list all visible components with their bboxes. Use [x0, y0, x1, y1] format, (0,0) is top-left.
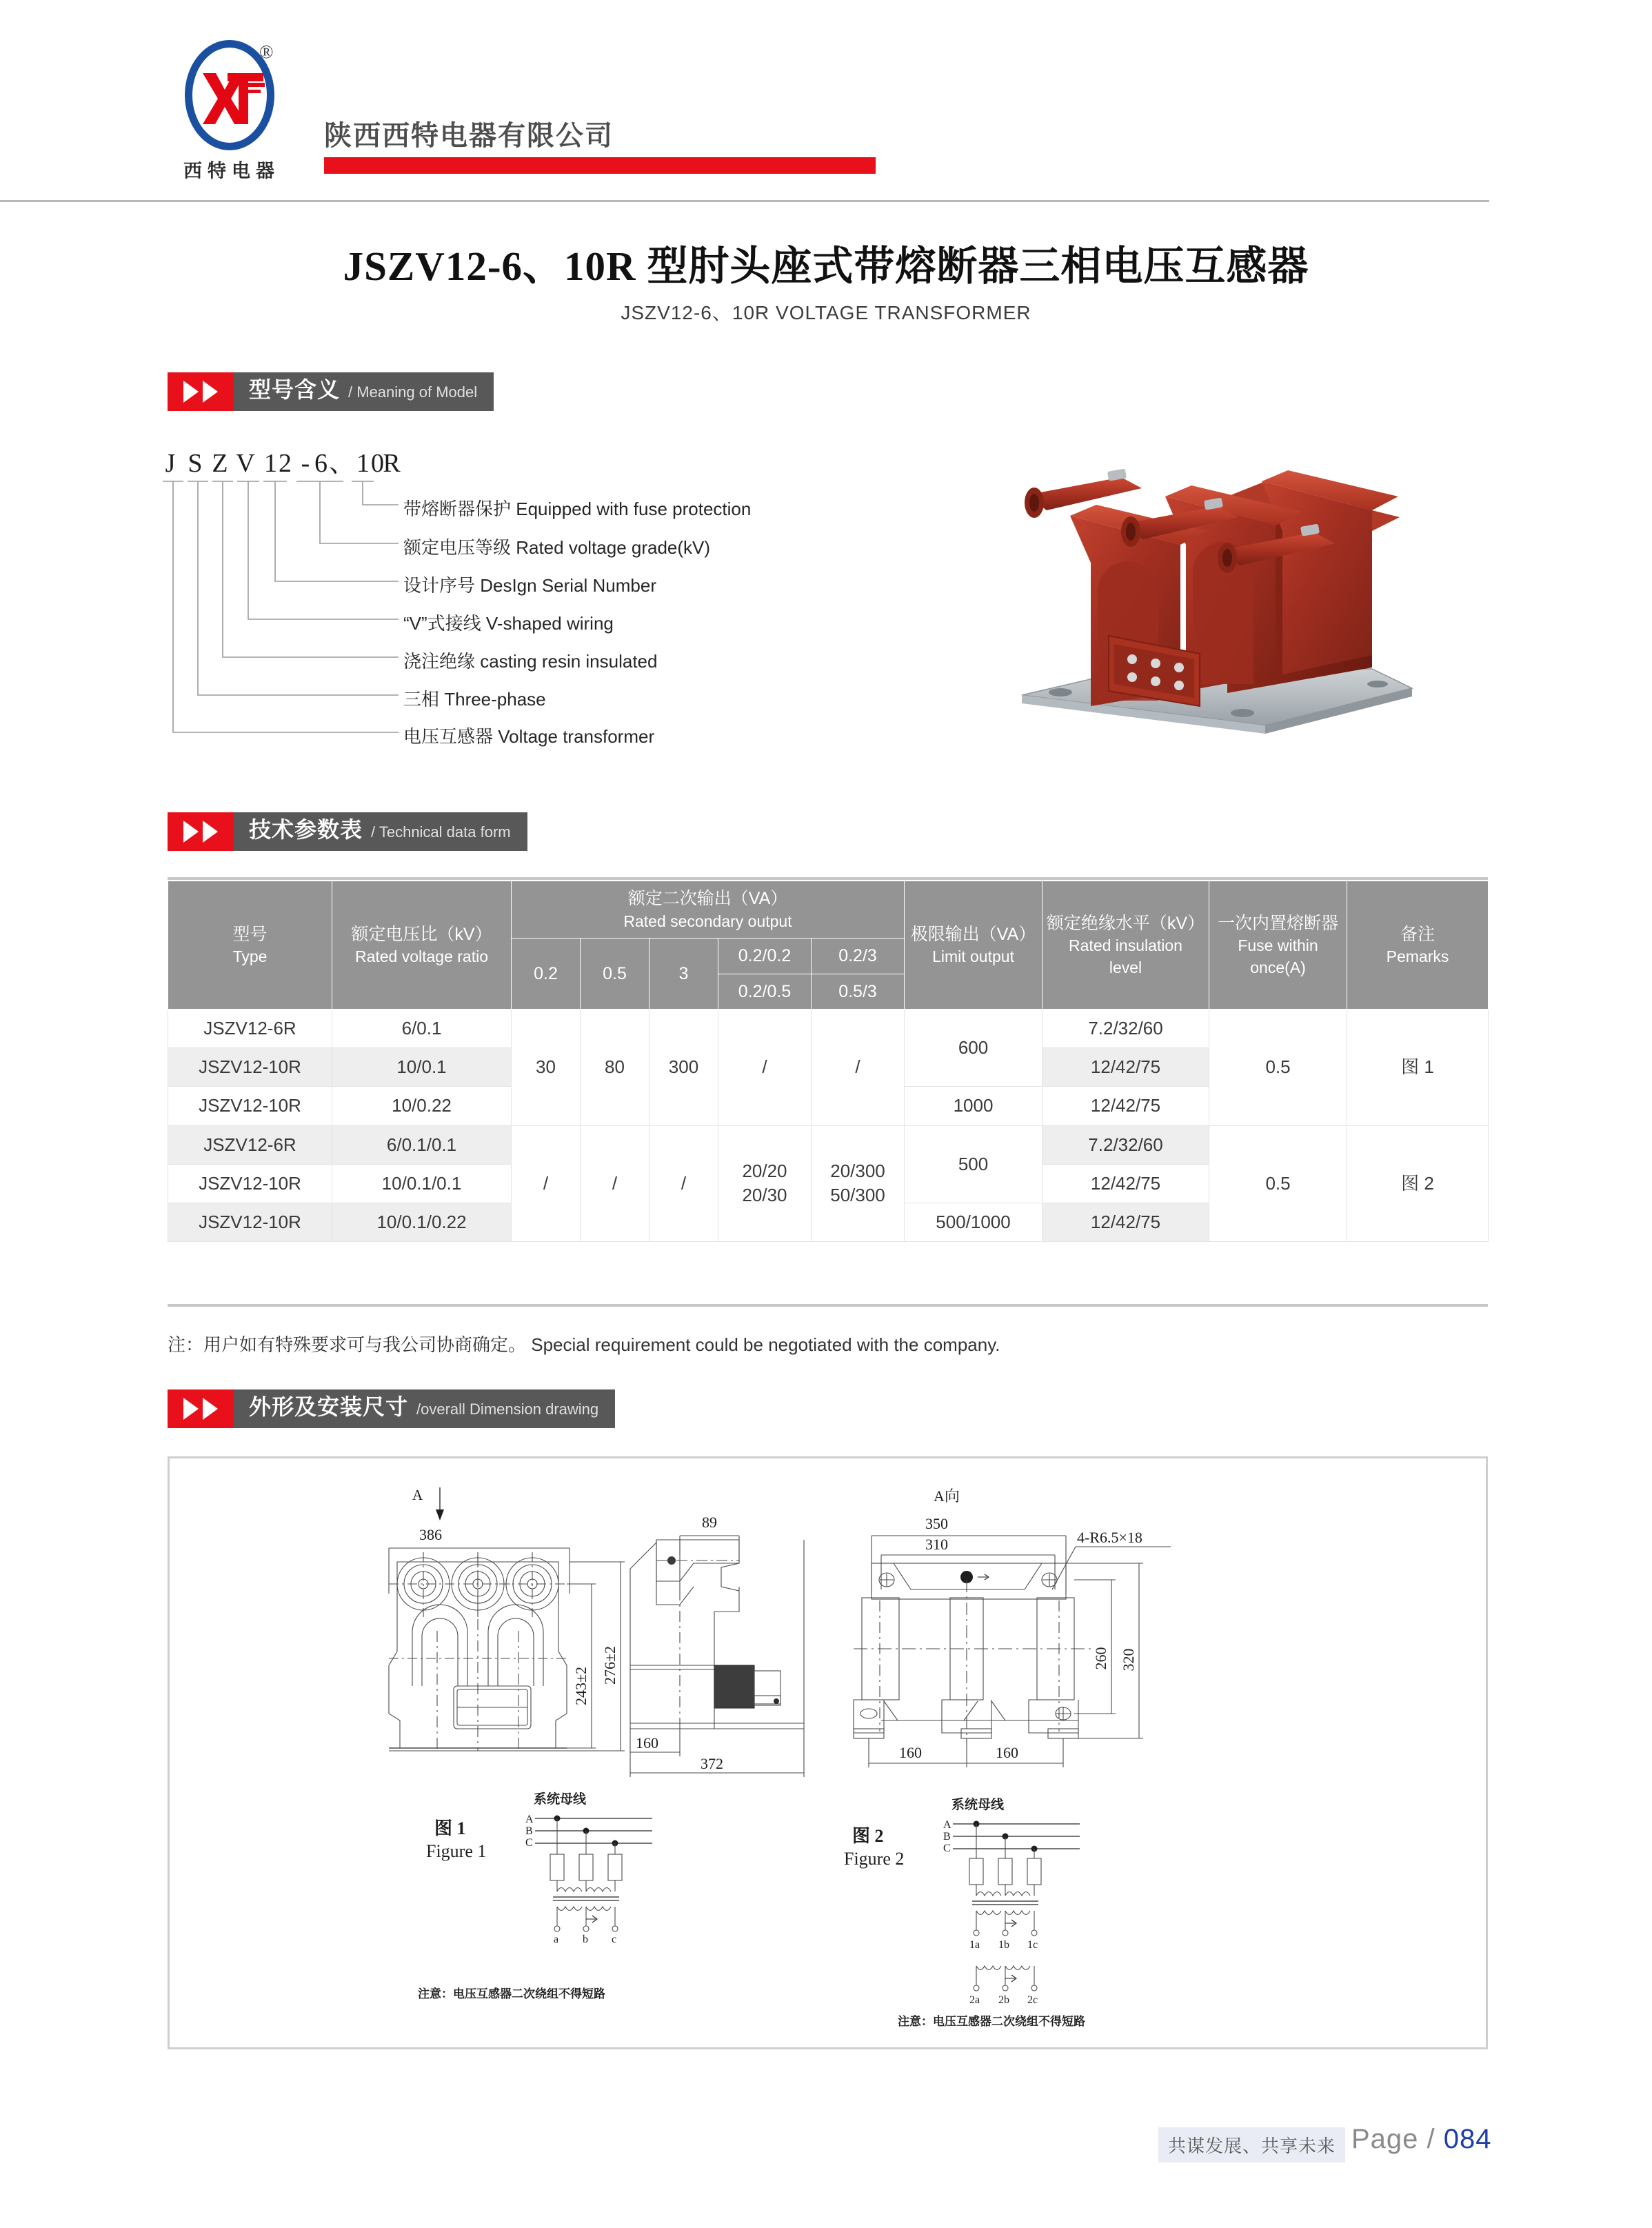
dim-a-height-inner: 260 [1092, 1647, 1109, 1670]
figure-1-terminal-c: c [612, 1934, 617, 1945]
cell-insulation: 7.2/32/60 [1042, 1125, 1209, 1164]
double-arrow-icon [168, 1389, 234, 1428]
figure-2-label-en: Figure 2 [844, 1849, 905, 1869]
table-row [168, 1010, 1489, 1048]
th-class-3: 3 [649, 939, 718, 1010]
section-title-en: / Technical data form [371, 823, 511, 841]
figure-1-terminal-a: a [554, 1934, 559, 1945]
figure-2-terminal-1b: 1b [998, 1939, 1009, 1951]
model-meaning-diagram [159, 441, 972, 759]
figure-1-phase-c: C [525, 1837, 533, 1849]
th-rated-secondary-output: 额定二次输出（VA） Rated secondary output [512, 881, 905, 939]
cell-limit-output: 1000 [905, 1087, 1042, 1125]
th-class-0-5: 0.5 [581, 939, 649, 1010]
dimension-drawing-panel [168, 1456, 1488, 2049]
page-label: Page / [1351, 2124, 1436, 2154]
figure-1-terminal-b: b [583, 1934, 588, 1945]
model-label-serial-number: 设计序号 DesIgn Serial Number [403, 575, 656, 596]
figure-2-terminal-2a: 2a [969, 1994, 980, 2006]
section-header-dimension-drawing [168, 1389, 736, 1428]
dim-front-height-outer: 276±2 [601, 1645, 618, 1685]
figure-2-terminal-2b: 2b [998, 1994, 1009, 2006]
cell-insulation: 12/42/75 [1042, 1164, 1209, 1203]
figure-1-phase-a: A [525, 1814, 534, 1825]
cell-type: JSZV12-6R [168, 1010, 332, 1048]
dimension-drawings [170, 1458, 1486, 2047]
figure-2-terminal-1a: 1a [969, 1939, 980, 1951]
side-view-drawing [630, 1514, 804, 1777]
th-remarks: 备注 Pemarks [1347, 881, 1489, 1010]
table-row [168, 1125, 1489, 1164]
th-limit-output: 极限输出（VA） Limit output [905, 881, 1042, 1010]
dim-side-base: 160 [636, 1734, 658, 1752]
th-pair-0-2-3: 0.2/3 [812, 939, 905, 974]
page-value: 084 [1443, 2124, 1492, 2154]
cell-ratio: 10/0.1 [332, 1048, 512, 1087]
footer-slogan: 共谋发展、共享未来 [1158, 2127, 1345, 2162]
cell-insulation: 12/42/75 [1042, 1087, 1209, 1125]
model-label-fuse-protection: 带熔断器保护 Equipped with fuse protection [403, 499, 752, 519]
model-label-voltage-transformer: 电压互感器 Voltage transformer [403, 726, 655, 747]
view-arrow-a-label: A [412, 1487, 423, 1503]
cell-insulation: 12/42/75 [1042, 1203, 1209, 1241]
section-header-technical-data [168, 812, 657, 851]
cell-type: JSZV12-10R [168, 1048, 332, 1087]
model-code-string: J S Z V 12 - 6、10R [165, 449, 402, 478]
dim-side-total: 372 [701, 1755, 723, 1772]
section-header-model-meaning [168, 372, 657, 411]
product-photo-voltage-transformer [986, 414, 1427, 752]
cell-insulation: 7.2/32/60 [1042, 1010, 1209, 1048]
figure-2-bus-label: 系统母线 [951, 1798, 1005, 1812]
figure-1-note: 注意：电压互感器二次绕组不得短路 [418, 1987, 605, 2000]
cell-fuse: 0.5 [1209, 1125, 1347, 1241]
dim-front-width: 386 [419, 1526, 442, 1543]
figure-2-note: 注意：电压互感器二次绕组不得短路 [898, 2015, 1085, 2028]
cell-out-0-2: / [512, 1125, 581, 1241]
figure-2-circuit [844, 1796, 1085, 2028]
figure-1-bus-label: 系统母线 [534, 1792, 587, 1807]
figure-1-label-cn: 图 1 [434, 1818, 466, 1838]
model-label-casting-resin: 浇注绝缘 casting resin insulated [403, 651, 658, 672]
view-a-label: A向 [934, 1487, 960, 1505]
cell-type: JSZV12-6R [168, 1125, 332, 1164]
dim-front-height-inner: 243±2 [572, 1666, 590, 1706]
cell-type: JSZV12-10R [168, 1164, 332, 1203]
cell-remark: 图 2 [1347, 1125, 1489, 1241]
dim-a-inner: 310 [925, 1536, 948, 1553]
footer-page-number [1351, 2124, 1492, 2155]
table-note: 注：用户如有特殊要求可与我公司协商确定。 Special requirement could be negotiated with the company. [168, 1334, 1000, 1355]
dim-a-height-outer: 320 [1120, 1648, 1137, 1672]
model-label-v-wiring: “V”式接线 V-shaped wiring [403, 613, 614, 634]
technical-data-table [168, 881, 1488, 1242]
th-fuse-within-once: 一次内置熔断器 Fuse within once(A) [1209, 881, 1347, 1010]
cell-remark: 图 1 [1347, 1010, 1489, 1125]
cell-out-3: 300 [649, 1010, 718, 1125]
page-header [0, 0, 1652, 200]
front-view-drawing [389, 1487, 625, 1751]
header-divider [0, 200, 1489, 202]
dim-side-top: 89 [702, 1514, 717, 1531]
cell-ratio: 10/0.1/0.22 [332, 1203, 512, 1241]
double-arrow-icon [168, 812, 234, 851]
cell-pair-1: / [718, 1010, 812, 1125]
th-type: 型号 Type [168, 881, 332, 1010]
dim-a-hole-note: 4-R6.5×18 [1077, 1529, 1142, 1546]
header-red-bar [324, 157, 876, 174]
cell-type: JSZV12-10R [168, 1203, 332, 1241]
th-class-0-2: 0.2 [512, 939, 581, 1010]
logo-xt-mark [197, 68, 266, 130]
cell-ratio: 6/0.1 [332, 1010, 512, 1048]
registered-trademark-icon: ® [259, 41, 274, 62]
model-label-voltage-grade: 额定电压等级 Rated voltage grade(kV) [403, 537, 711, 558]
cell-out-0-2: 30 [512, 1010, 581, 1125]
figure-2-terminal-1c: 1c [1027, 1939, 1038, 1951]
cell-fuse: 0.5 [1209, 1010, 1347, 1125]
double-arrow-icon [168, 372, 234, 411]
company-name: 陕西西特电器有限公司 [324, 121, 614, 151]
figure-1-label-en: Figure 1 [426, 1841, 487, 1861]
th-pair-0-5-3: 0.5/3 [812, 974, 905, 1010]
th-pair-0-2-0-2: 0.2/0.2 [718, 939, 812, 974]
table-header-row-1 [168, 881, 1489, 939]
figure-2-label-cn: 图 2 [852, 1826, 884, 1846]
cell-ratio: 10/0.1/0.1 [332, 1164, 512, 1203]
th-rated-voltage-ratio: 额定电压比（kV） Rated voltage ratio [332, 881, 512, 1010]
company-logo [163, 40, 301, 185]
cell-out-0-5: / [581, 1125, 649, 1241]
cell-type: JSZV12-10R [168, 1087, 332, 1125]
view-a-drawing [854, 1487, 1171, 1767]
dim-a-pitch-left: 160 [899, 1744, 922, 1761]
cell-insulation: 12/42/75 [1042, 1048, 1209, 1087]
figure-2-phase-c: C [943, 1843, 951, 1854]
table-top-rule [168, 877, 1488, 880]
section-title-cn: 技术参数表 [249, 817, 363, 842]
figure-1-phase-b: B [525, 1825, 533, 1837]
section-title-en: /overall Dimension drawing [416, 1401, 599, 1418]
figure-2-terminal-2c: 2c [1027, 1994, 1038, 2006]
page-subtitle: JSZV12-6、10R VOLTAGE TRANSFORMER [621, 302, 1031, 323]
model-bracket-lines [159, 441, 972, 759]
table-bottom-rule [168, 1304, 1488, 1307]
cell-pair-1: 20/20 20/30 [718, 1125, 812, 1241]
cell-ratio: 6/0.1/0.1 [332, 1125, 512, 1164]
figure-2-phase-b: B [943, 1831, 951, 1843]
dim-a-pitch-right: 160 [996, 1744, 1018, 1761]
cell-out-0-5: 80 [581, 1010, 649, 1125]
section-title-cn: 外形及安装尺寸 [249, 1394, 409, 1419]
cell-pair-2: / [812, 1010, 905, 1125]
logo-brand-cn: 西特电器 [183, 161, 280, 181]
page-title: JSZV12-6、10R 型肘头座式带熔断器三相电压互感器 [343, 243, 1309, 289]
section-title-en: / Meaning of Model [348, 383, 478, 401]
figure-1-circuit [418, 1791, 652, 2000]
cell-pair-2: 20/300 50/300 [812, 1125, 905, 1241]
th-rated-insulation-level: 额定绝缘水平（kV） Rated insulation level [1042, 881, 1209, 1010]
cell-limit-output: 600 [905, 1010, 1042, 1087]
section-title-cn: 型号含义 [249, 377, 341, 402]
cell-ratio: 10/0.22 [332, 1087, 512, 1125]
model-label-three-phase: 三相 Three-phase [403, 689, 546, 710]
cell-limit-output: 500/1000 [905, 1203, 1042, 1241]
cell-out-3: / [649, 1125, 718, 1241]
th-pair-0-2-0-5: 0.2/0.5 [718, 974, 812, 1010]
cell-limit-output: 500 [905, 1125, 1042, 1203]
figure-2-phase-a: A [943, 1819, 951, 1831]
dim-a-outer: 350 [925, 1515, 948, 1532]
